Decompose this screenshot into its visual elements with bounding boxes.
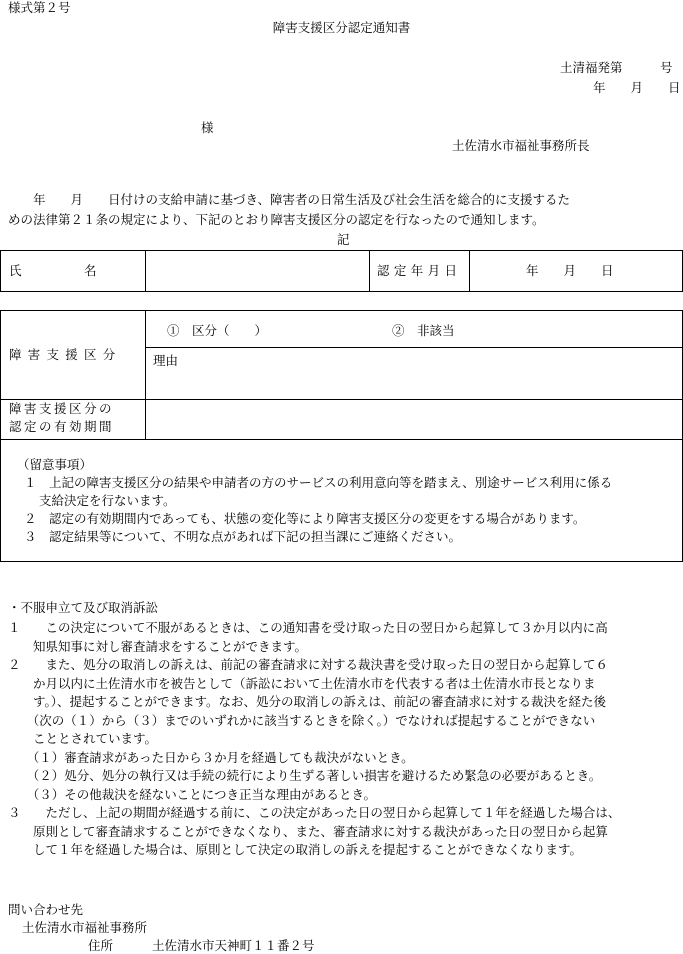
appeal-line: こととされています。 — [8, 731, 158, 746]
contact-heading: 問い合わせ先 — [8, 902, 84, 917]
document-title: 障害支援区分認定通知書 — [272, 20, 411, 35]
appeal-line: １ この決定について不服があるときは、この通知書を受け取った日の翌日から起算して３か月以内に高 — [8, 620, 608, 635]
issuer-name: 土佐清水市福祉事務所長 — [452, 138, 590, 153]
contact-office: 土佐清水市福祉事務所 — [22, 920, 148, 935]
address-label: 住所 — [88, 938, 114, 953]
validity-label-line-1: 障害支援区分の — [9, 401, 115, 416]
note-1-line-2: 支給決定を行ないます。 — [39, 493, 176, 508]
note-3: ３ 認定結果等について、不明な点があれば下記の担当課にご連絡ください。 — [24, 529, 462, 544]
appeal-line: して１年を経過した場合は、原則として決定の取消しの訴えを提起することができなくなります。 — [8, 842, 583, 857]
certification-date-value[interactable]: 年 月 日 — [526, 263, 614, 278]
name-label: 氏 名 — [9, 263, 97, 278]
note-1-line-1: １ 上記の障害支援区分の結果や申請者の方のサービスの利用意向等を踏まえ、別途サービス利用に係る — [24, 475, 613, 490]
appeal-line: 原則として審査請求することができなくなり、また、審査請求に対する裁決があった日の翌日から起算 — [8, 823, 608, 839]
reason-label: 理由 — [153, 353, 179, 368]
name-date-table — [0, 250, 683, 292]
validity-label-line-2: 認定の有効期間 — [9, 419, 115, 434]
appeal-line: ２ また、処分の取消しの訴えは、前記の審査請求に対する裁決書を受け取った日の翌日から起算して６ — [8, 657, 609, 672]
appeal-line: （３）その他裁決を経ないことにつき正当な理由があるとき。 — [8, 786, 377, 802]
document-number: 土清福発第 号 — [560, 60, 673, 75]
appeal-line: す。）、提起することができます。なお、処分の取消しの訴えは、前記の審査請求に対する裁決を経た後 — [8, 694, 607, 709]
form-number: 様式第２号 — [8, 0, 71, 15]
certification-date-label: 認定年月日 — [377, 263, 462, 278]
option-class[interactable]: ① 区分（ ） — [167, 323, 268, 338]
document-date: 年 月 日 — [593, 80, 681, 95]
intro-line-2: めの法律第２１条の規定により、下記のとおり障害支援区分の認定を行なったので通知します。 — [8, 212, 545, 227]
appeal-heading: ・不服申立て及び取消訴訟 — [8, 600, 159, 615]
appeal-line: （次の（１）から（３）までのいずれかに該当するときを除く。）でなければ提起することができない — [8, 712, 596, 728]
addressee-suffix: 様 — [201, 120, 214, 135]
intro-line-1: 年 月 日付けの支給申請に基づき、障害者の日常生活及び社会生活を総合的に支援するた — [8, 192, 571, 207]
appeal-line: ３ ただし、上記の期間が経過する前に、この決定があった日の翌日から起算して１年を経過した場合は、 — [8, 805, 621, 820]
support-class-label: 障害支援区分 — [9, 347, 122, 362]
appeal-line: か月以内に土佐清水市を被告として（訴訟において土佐清水市を代表する者は土佐清水市長となりま — [8, 675, 596, 691]
classification-table — [0, 310, 683, 562]
appeal-line: （１）審査請求があった日から３か月を経過しても裁決がないとき。 — [8, 749, 414, 765]
ki-heading: 記 — [337, 232, 350, 247]
notes-heading: （留意事項） — [17, 457, 93, 472]
appeal-line: （２）処分、処分の執行又は手続の続行により生ずる著しい損害を避けるため緊急の必要があるとき。 — [8, 768, 602, 783]
address-value: 土佐清水市天神町１１番２号 — [152, 938, 315, 953]
note-2: ２ 認定の有効期間内であっても、状態の変化等により障害支援区分の変更をする場合があります。 — [24, 511, 586, 526]
appeal-line: 知県知事に対し審査請求をすることができます。 — [8, 638, 308, 654]
option-not-applicable[interactable]: ② 非該当 — [392, 323, 455, 338]
